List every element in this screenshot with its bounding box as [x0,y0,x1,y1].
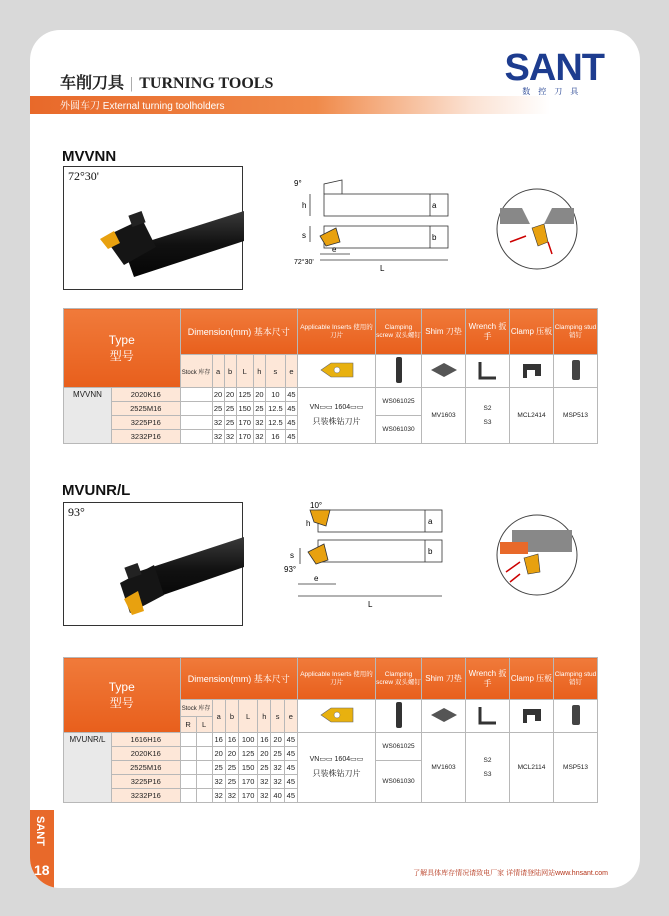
sketch2-b-label: b [428,547,433,556]
section2-title: MVUNR/L [62,482,131,499]
dim-cell: 32 [224,430,236,444]
dim-col-b: b [225,700,238,733]
section2-photo [63,502,243,626]
shim-cell: MV1603 [422,388,466,444]
dimension-header: Dimension(mm) 基本尺寸 [180,658,297,700]
sketch1-angle-top: 9° [294,179,302,188]
clamp-cell: MCL2114 [510,733,554,803]
stud-icon [566,358,586,382]
dim-cell: 45 [285,388,297,402]
stock-r-cell [180,761,196,775]
dim-cell: 32 [225,789,238,803]
stock-r-cell [180,747,196,761]
dim-cell: 16 [212,733,225,747]
clamp-image [510,700,554,733]
model-cell: 3232P16 [112,789,181,803]
dim-cell: 25 [212,402,224,416]
dim-cell: 32 [212,775,225,789]
type-name-cell: MVUNR/L [64,733,112,803]
type-header: Type 型号 [64,309,181,388]
insert-icon [317,704,357,726]
dim-cell: 20 [212,747,225,761]
subtitle-bar [30,96,550,114]
dim-cell: 45 [285,430,297,444]
dim-cell: 25 [224,402,236,416]
dim-cell: 150 [239,761,258,775]
dim-cell: 150 [236,402,253,416]
section1-spec-table [63,308,598,444]
stock-r-cell [180,733,196,747]
screw-header: Clamping screw 双头螺钉 [376,309,422,355]
dim-col-a: a [212,355,224,388]
clamp-icon [519,358,545,382]
side-tab-label: SANT [34,816,46,846]
dim-cell: 20 [258,747,271,761]
dim-cell: 170 [239,789,258,803]
dim-cell: 45 [284,761,297,775]
dim-cell: 100 [239,733,258,747]
dim-cell: 20 [271,733,284,747]
wrench-image [466,355,510,388]
model-cell: 1616H16 [112,733,181,747]
shim-header: Shim 刀垫 [422,658,466,700]
stud-header: Clamping stud 销钉 [554,658,598,700]
model-cell: 3225P16 [112,775,181,789]
dim-cell: 32 [253,430,265,444]
dim-col-e: e [284,700,297,733]
stud-cell: MSP513 [554,733,598,803]
dim-cell: 32 [271,761,284,775]
dim-cell: 16 [258,733,271,747]
dim-cell: 45 [284,733,297,747]
sant-logo [505,48,604,97]
dim-cell: 20 [225,747,238,761]
sketch2-e-label: e [314,574,319,583]
dim-cell: 170 [239,775,258,789]
sketch2-L-label: L [368,600,373,609]
stock-l-cell [196,747,212,761]
dim-cell: 32 [253,416,265,430]
screw-cell: WS061025 [376,733,422,761]
section1-photo [63,166,243,290]
dim-col-h: h [258,700,271,733]
dim-cell: 12.5 [265,402,285,416]
stock-l-cell [196,789,212,803]
dim-cell: 16 [265,430,285,444]
page-number: 18 [34,862,50,878]
dim-cell: 170 [236,416,253,430]
sketch1-a-label: a [432,201,437,210]
screw-cell: WS061025 [376,388,422,416]
title-cn: 车削刀具 [60,75,125,92]
sketch1-L-label: L [380,264,385,273]
type-name-cell: MVVNN [64,388,112,444]
dim-cell: 45 [285,416,297,430]
dim-cell: 125 [236,388,253,402]
dim-cell: 25 [225,775,238,789]
dim-cell: 16 [225,733,238,747]
sketch1-angle-bottom: 72°30' [294,259,314,266]
dim-cell: 45 [284,789,297,803]
sketch2-angle-bottom: 93° [284,565,297,574]
dim-col-b: b [224,355,236,388]
stock-l-cell [196,775,212,789]
dim-cell: 12.5 [265,416,285,430]
dim-cell: 25 [225,761,238,775]
dim-cell: 25 [212,761,225,775]
wrench-header: Wrench 扳手 [466,658,510,700]
sketch2-h-label: h [306,519,311,528]
model-cell: 3225P16 [112,416,181,430]
dim-cell: 170 [236,430,253,444]
section1-application-icon [492,184,582,274]
stock-cell [180,416,212,430]
section1-title: MVVNN [62,148,117,165]
stock-cell [180,402,212,416]
shim-icon [429,706,459,724]
catalog-page [30,30,640,888]
type-header: Type 型号 [64,658,181,733]
stud-image [554,355,598,388]
screw-cell: WS061030 [376,761,422,803]
dim-cell: 32 [258,789,271,803]
sketch1-h-label: h [302,201,307,210]
section2-spec-table [63,657,598,803]
insert-header: Applicable Inserts 使用的刀片 [298,658,376,700]
dim-col-s: s [265,355,285,388]
sketch2-a-label: a [428,517,433,526]
sketch2-s-label: s [290,551,294,560]
insert-spec-cell: VN▭▭ 1604▭▭ 只装株钻刀片 [298,388,376,444]
screw-icon [392,700,406,730]
dim-col-e: e [285,355,297,388]
dim-cell: 40 [271,789,284,803]
stock-l-cell [196,733,212,747]
shim-header: Shim 刀垫 [422,309,466,355]
dim-cell: 25 [258,761,271,775]
dim-col-L: L [239,700,258,733]
wrench-cell: S2 S3 [466,388,510,444]
dim-cell: 32 [271,775,284,789]
page-title: 车削刀具 | TURNING TOOLS [60,75,274,92]
dim-col-L: L [236,355,253,388]
title-en: TURNING TOOLS [139,75,274,92]
screw-image [376,355,422,388]
stock-header: Stock 库存 [180,355,212,388]
footer-note: 了解具体库存情况请致电厂家 详情请登陆网站www.hnsant.com [413,870,608,877]
dim-col-s: s [271,700,284,733]
clamp-image [510,355,554,388]
toolholder-photo-icon [64,167,244,291]
wrench-header: Wrench 扳手 [466,309,510,355]
insert-header: Applicable Inserts 使用的刀片 [298,309,376,355]
dim-cell: 20 [253,388,265,402]
insert-spec-cell: VN▭▭ 1604▭▭ 只装株钻刀片 [298,733,376,803]
model-cell: 2525M16 [112,402,181,416]
screw-icon [392,355,406,385]
stock-l-cell [196,761,212,775]
clamp-cell: MCL2414 [510,388,554,444]
model-cell: 2525M16 [112,761,181,775]
sketch1-s-label: s [302,231,306,240]
subtitle-text: 外圆车刀 External turning toolholders [60,101,225,112]
stock-cell [180,388,212,402]
stock-r-header: R [180,716,196,733]
shim-image [422,700,466,733]
stock-l-header: L [196,716,212,733]
section2-angle: 93° [68,505,85,519]
dim-cell: 45 [284,747,297,761]
clamp-header: Clamp 压板 [510,658,554,700]
dim-col-h: h [253,355,265,388]
stud-image [554,700,598,733]
dim-cell: 125 [239,747,258,761]
page-side-tab [30,810,54,888]
dim-cell: 20 [224,388,236,402]
dim-cell: 20 [212,388,224,402]
dimension-header: Dimension(mm) 基本尺寸 [180,309,297,355]
stud-icon [566,703,586,727]
logo-brand: SANT [504,47,604,89]
insert-image [298,355,376,388]
section2-dimension-sketch [270,500,460,610]
dim-cell: 25 [271,747,284,761]
logo-sub: 数控刀具 [522,87,587,96]
clamp-header: Clamp 压板 [510,309,554,355]
wrench-icon [476,358,500,382]
wrench-image [466,700,510,733]
dim-cell: 45 [285,402,297,416]
dim-cell: 25 [224,416,236,430]
section1-angle: 72°30' [68,169,99,183]
dim-col-a: a [212,700,225,733]
stud-header: Clamping stud 销钉 [554,309,598,355]
model-cell: 2020K16 [112,747,181,761]
stock-header: Stock 库存 [180,700,212,717]
section1-dimension-sketch [280,176,460,286]
insert-image [298,700,376,733]
sketch2-angle-top: 10° [310,501,323,510]
wrench-cell: S2 S3 [466,733,510,803]
stock-r-cell [180,775,196,789]
stock-r-cell [180,789,196,803]
dim-cell: 32 [212,430,224,444]
shim-icon [429,361,459,379]
screw-cell: WS061030 [376,416,422,444]
dim-cell: 32 [258,775,271,789]
screw-header: Clamping screw 双头螺钉 [376,658,422,700]
stud-cell: MSP513 [554,388,598,444]
section2-application-icon [492,510,582,600]
dim-cell: 32 [212,416,224,430]
model-cell: 2020K16 [112,388,181,402]
insert-icon [317,359,357,381]
wrench-icon [476,703,500,727]
dim-cell: 32 [212,789,225,803]
shim-image [422,355,466,388]
dim-cell: 45 [284,775,297,789]
dim-cell: 10 [265,388,285,402]
dim-cell: 25 [253,402,265,416]
sketch1-b-label: b [432,233,437,242]
shim-cell: MV1603 [422,733,466,803]
sketch1-e-label: e [332,245,337,254]
clamp-icon [519,703,545,727]
toolholder-photo-icon [64,503,244,627]
screw-image [376,700,422,733]
stock-cell [180,430,212,444]
model-cell: 3232P16 [112,430,181,444]
